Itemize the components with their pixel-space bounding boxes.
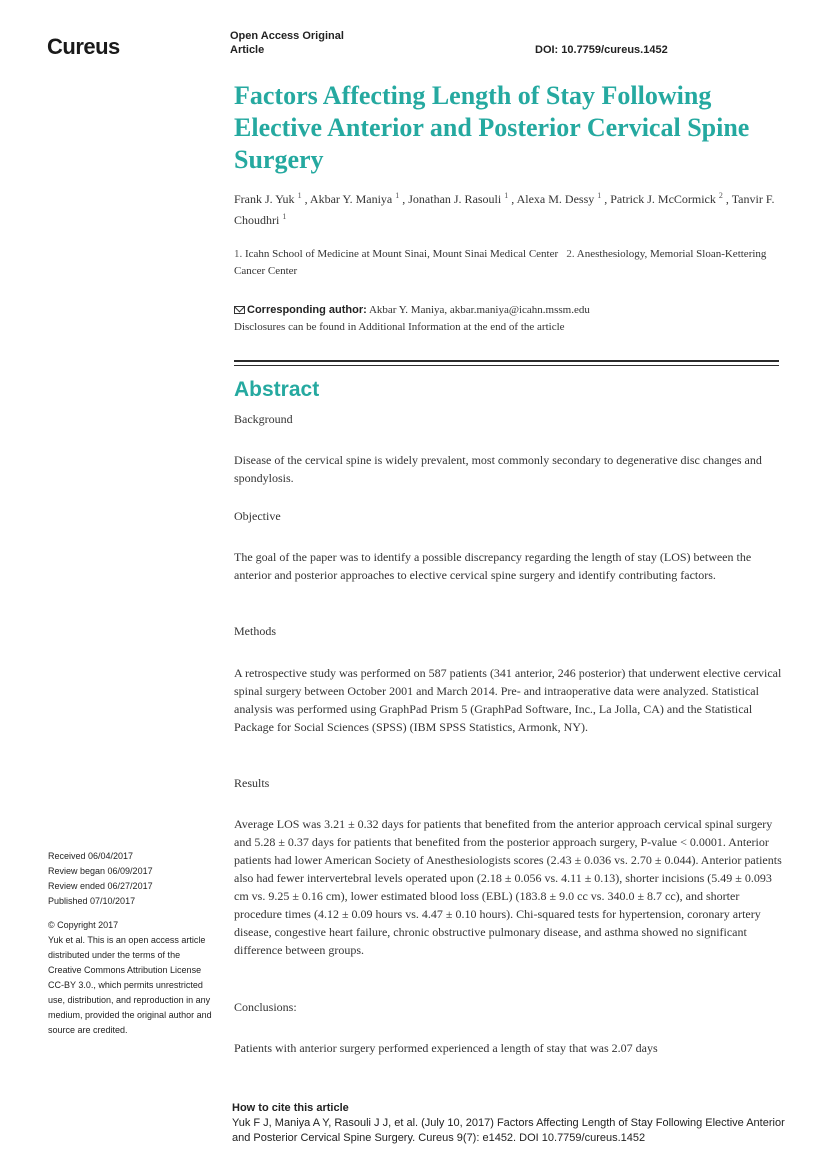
objective-text: The goal of the paper was to identify a possible discrepancy regarding the length of stay (LOS) between the anterior and posterior approaches to elective cervical spine surgery and identify contributing factors. xyxy=(234,550,752,582)
author-affil-num: 1 xyxy=(395,191,400,200)
methods-heading: Methods xyxy=(234,624,276,638)
article-type-line1: Open Access Original xyxy=(230,30,344,42)
citation-heading: How to cite this article xyxy=(232,1102,349,1114)
author-affil-num: 1 xyxy=(282,212,287,221)
divider xyxy=(234,365,779,366)
article-type-line2: Article xyxy=(230,44,265,56)
doi[interactable]: DOI: 10.7759/cureus.1452 xyxy=(535,44,668,56)
author[interactable]: Patrick J. McCormick xyxy=(610,192,716,206)
copyright: © Copyright 2017 xyxy=(48,920,119,930)
affil-num: 2. xyxy=(566,248,575,260)
correspondence xyxy=(234,302,794,336)
journal-logo: Cureus xyxy=(47,34,120,59)
results-text: Average LOS was 3.21 ± 0.32 days for patients that benefited from the anterior approach cervical spinal surgery and 5.28 ± 0.37 days for patients that benefited from the posterior approach surgery, P-value < 0.0001. Anterior patients had lower American Society of Anesthesiologists scores (2.43 ± 0.036 vs. 2.70 ± 0.044). Anterior patients also had fewer intervertebral levels operated upon (2.18 ± 0.056 vs. 4.11 ± 0.13), shorter incisions (5.49 ± 0.093 cm vs. 9.25 ± 0.16 cm), lower estimated blood loss (EBL) (183.8 ± 9.0 cc vs. 340.0 ± 8.7 cc), and shorter procedure times (4.12 ± 0.09 hours vs. 4.47 ± 0.10 hours). Chi-squared tests for hypertension, coronary artery disease, congestive heart failure, chronic obstructive pulmonary disease, and asthma showed no significant difference between groups. xyxy=(234,817,782,957)
author-affil-num: 2 xyxy=(718,191,723,200)
review-began-date: Review began 06/09/2017 xyxy=(48,866,153,876)
corresponding-author-email[interactable]: Akbar Y. Maniya, akbar.maniya@icahn.mssm.edu xyxy=(368,304,590,316)
divider xyxy=(234,360,779,362)
article-type xyxy=(230,29,344,57)
corresponding-label: Corresponding author: xyxy=(247,304,367,316)
abstract-heading: Abstract xyxy=(234,378,320,401)
received-date: Received 06/04/2017 xyxy=(48,851,134,861)
objective-heading: Objective xyxy=(234,509,281,523)
results-heading: Results xyxy=(234,776,270,790)
license-text: Yuk et al. This is an open access article distributed under the terms of the Creative Commons Attribution License CC-BY 3.0., which permits unrestricted use, distribution, and reproduction in any medium, provided the original author and source are credited. xyxy=(48,935,212,1035)
conclusions-text: Patients with anterior surgery performed experienced a length of stay that was 2.07 days xyxy=(234,1041,658,1055)
affiliations xyxy=(234,246,794,280)
author-affil-num: 1 xyxy=(597,191,602,200)
author[interactable]: Tanvir F. Choudhri xyxy=(234,192,775,227)
author[interactable]: Akbar Y. Maniya xyxy=(309,192,393,206)
author-list: Frank J. Yuk $^1$ , Akbar Y. Maniya $^1$ , Jonathan J. Rasouli $^1$ , Alexa M. Dessy $^1$ , Patrick J. McCormick $^2$ , Tanvir F. Choudhri $^1$ xyxy=(234,191,775,227)
affiliation-1: Icahn School of Medicine at Mount Sinai, Mount Sinai Medical Center xyxy=(245,248,559,260)
envelope-icon xyxy=(234,306,245,314)
article-title: Factors Affecting Length of Stay Following Elective Anterior and Posterior Cervical Spine Surgery xyxy=(234,81,750,174)
author[interactable]: Alexa M. Dessy xyxy=(516,192,595,206)
methods-text: A retrospective study was performed on 587 patients (341 anterior, 246 posterior) that underwent elective cervical spinal surgery between October 2001 and March 2014. Pre- and intraoperative data were analyzed. Statistical analysis was performed using GraphPad Prism 5 (GraphPad Software, Inc., La Jolla, CA) and the Statistical Package for Social Sciences (SPSS) (IBM SPSS Statistics, Armonk, NY). xyxy=(234,666,782,734)
copyright-block xyxy=(48,918,213,1038)
affil-num: 1. xyxy=(234,248,243,260)
author[interactable]: Jonathan J. Rasouli xyxy=(408,192,502,206)
affiliation-2: Anesthesiology, Memorial Sloan-Kettering Cancer Center xyxy=(234,248,767,277)
disclosures-note: Disclosures can be found in Additional Information at the end of the article xyxy=(234,321,565,333)
conclusions-heading: Conclusions: xyxy=(234,1000,297,1014)
review-ended-date: Review ended 06/27/2017 xyxy=(48,881,153,891)
author-affil-num: 1 xyxy=(297,191,302,200)
dates-block xyxy=(48,849,213,909)
author-affil-num: 1 xyxy=(504,191,509,200)
background-text: Disease of the cervical spine is widely prevalent, most commonly secondary to degenerative disc changes and spondylosis. xyxy=(234,453,762,485)
published-date: Published 07/10/2017 xyxy=(48,896,136,906)
citation-text: Yuk F J, Maniya A Y, Rasouli J J, et al. (July 10, 2017) Factors Affecting Length of Stay Following Elective Anterior and Posterior Cervical Spine Surgery. Cureus 9(7): e1452. DOI 10.7759/cureus.1452 xyxy=(232,1117,785,1144)
background-heading: Background xyxy=(234,412,293,426)
author[interactable]: Frank J. Yuk xyxy=(234,192,295,206)
